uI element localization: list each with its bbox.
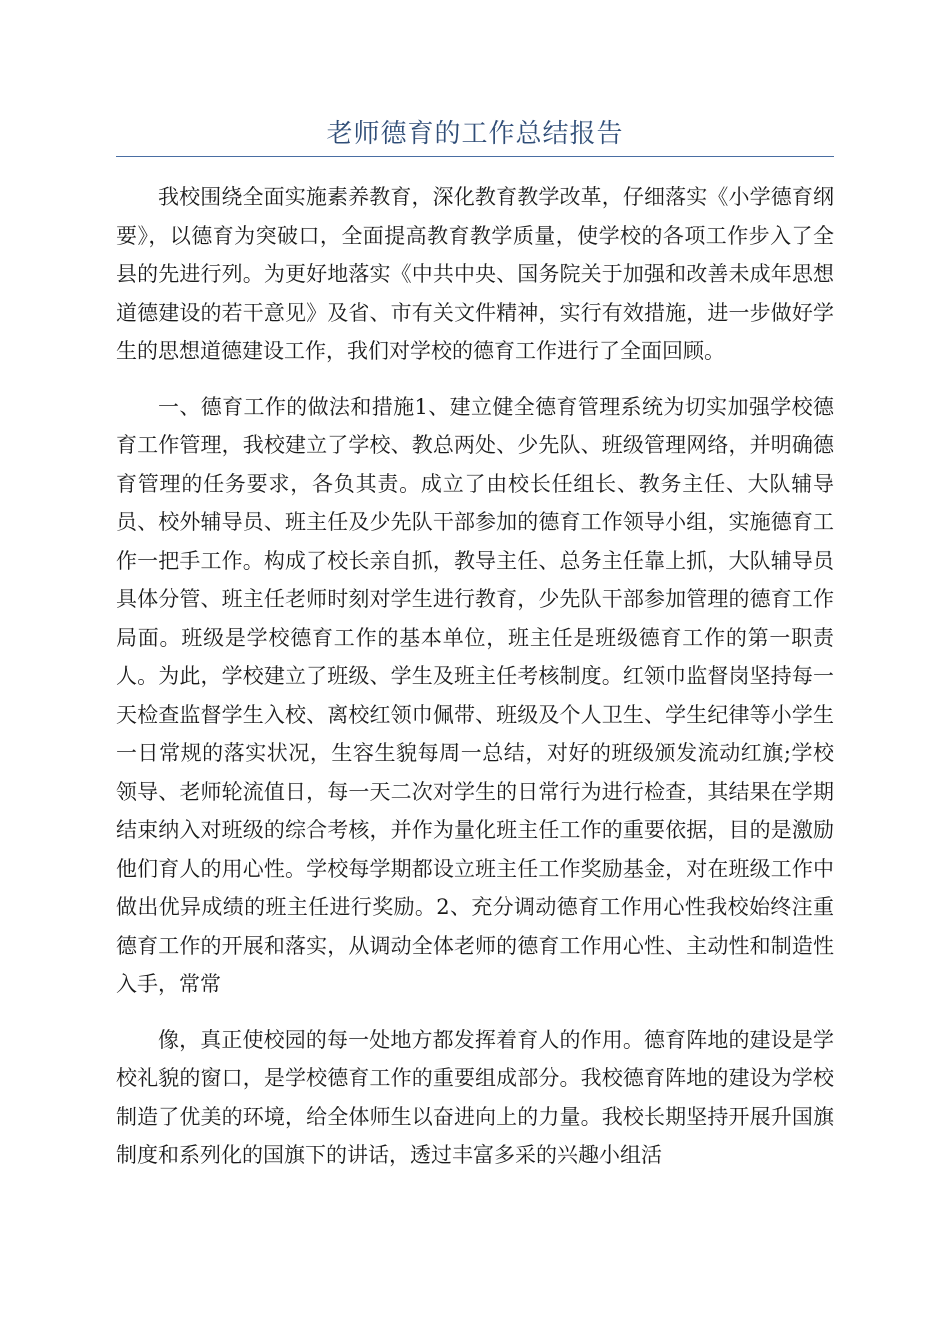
paragraph-positions: 像，真正使校园的每一处地方都发挥着育人的作用。德育阵地的建设是学校礼貌的窗口，是学校德育工作的重要组成部分。我校德育阵地的建设为学校制造了优美的环境，给全体师生以奋进向上的力量。我校长期坚持开展升国旗制度和系列化的国旗下的讲话，透过丰富多采的兴趣小组活 [116,1027,834,1167]
document-title: 老师德育的工作总结报告 [326,119,624,149]
document-body [116,178,834,1192]
paragraph-intro: 我校围绕全面实施素养教育，深化教育教学改革，仔细落实《小学德育纲要》，以德育为突破口，全面提高教育教学质量，使学校的各项工作步入了全县的先进行列。为更好地落实《中共中央、国务院关于加强和改善未成年思想道德建设的若干意见》及省、市有关文件精神，实行有效措施，进一步做好学生的思想道德建设工作，我们对学校的德育工作进行了全面回顾。 [116,185,834,363]
title-underline [116,156,834,157]
paragraph-measures: 一、德育工作的做法和措施1、建立健全德育管理系统为切实加强学校德育工作管理，我校建立了学校、教总两处、少先队、班级管理网络，并明确德育管理的任务要求，各负其责。成立了由校长任组长、教务主任、大队辅导员、校外辅导员、班主任及少先队干部参加的德育工作领导小组，实施德育工作一把手工作。构成了校长亲自抓，教导主任、总务主任靠上抓，大队辅导员具体分管、班主任老师时刻对学生进行教育，少先队干部参加管理的德育工作局面。班级是学校德育工作的基本单位，班主任是班级德育工作的第一职责人。为此，学校建立了班级、学生及班主任考核制度。红领巾监督岗坚持每一天检查监督学生入校、离校红领巾佩带、班级及个人卫生、学生纪律等小学生一日常规的落实状况，生容生貌每周一总结，对好的班级颁发流动红旗;学校领导、老师轮流值日，每一天二次对学生的日常行为进行检查，其结果在学期结束纳入对班级的综合考核，并作为量化班主任工作的重要依据，目的是激励他们育人的用心性。学校每学期都设立班主任工作奖励基金，对在班级工作中做出优异成绩的班主任进行奖励。2、充分调动德育工作用心性我校始终注重德育工作的开展和落实，从调动全体老师的德育工作用心性、主动性和制造性入手，常常 [116,394,834,996]
